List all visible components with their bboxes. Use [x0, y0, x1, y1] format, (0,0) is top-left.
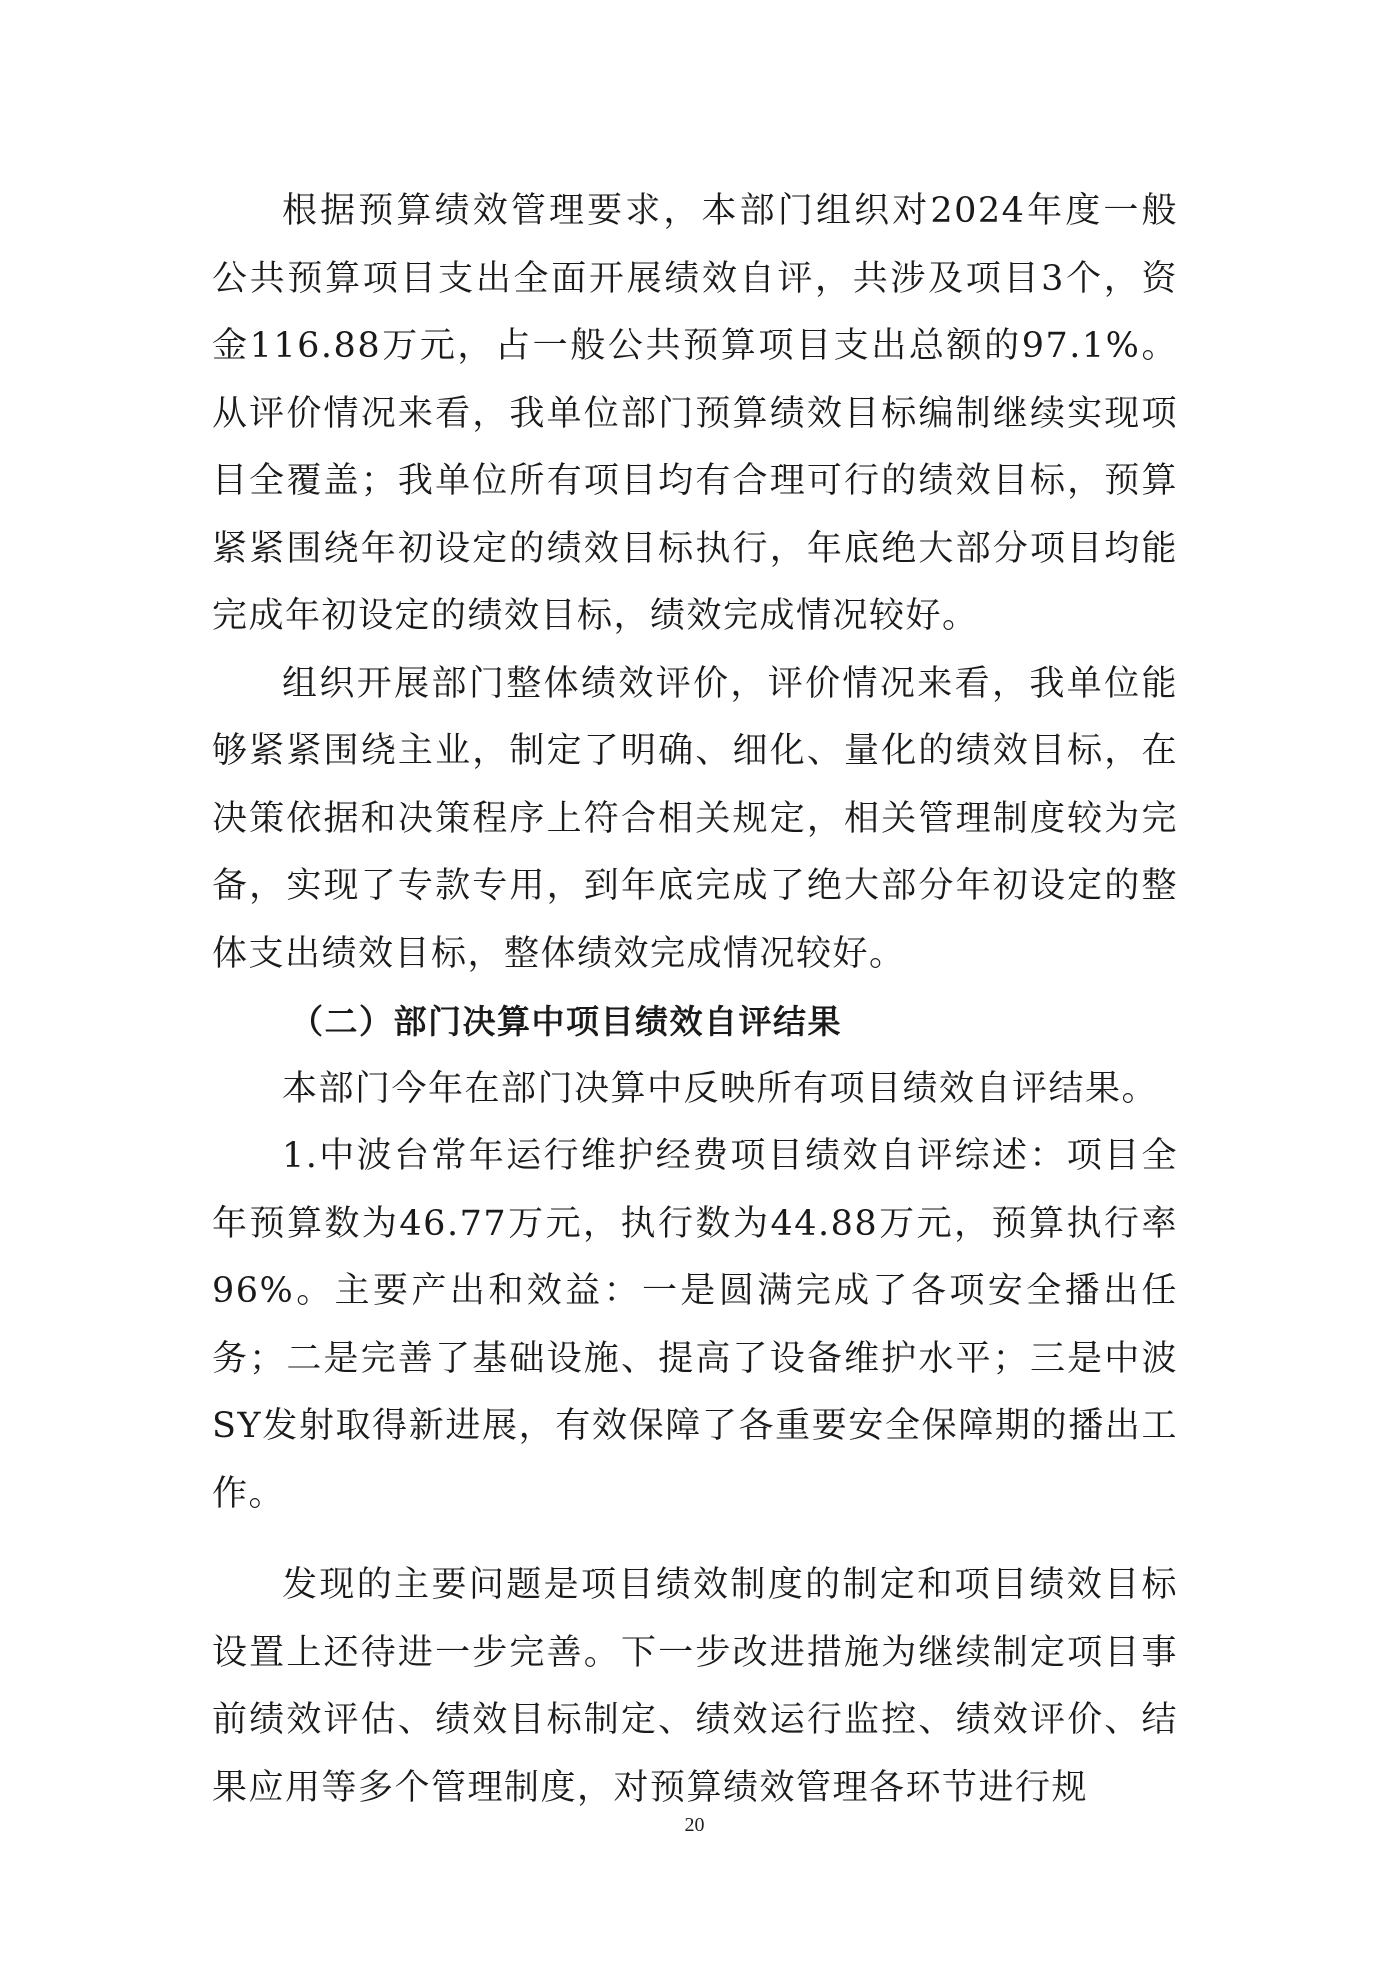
paragraph-overall-evaluation: 组织开展部门整体绩效评价，评价情况来看，我单位能够紧紧围绕主业，制定了明确、细化、量化的绩效目标，在决策依据和决策程序上符合相关规定，相关管理制度较为完备，实现了专款专用，到年底完成了绝大部分年初设定的整体支出绩效目标，整体绩效完成情况较好。 — [212, 663, 1178, 974]
paragraph-final-accounts-note: 本部门今年在部门决算中反映所有项目绩效自评结果。 — [282, 1068, 1159, 1109]
paragraph-project-1-summary: 1.中波台常年运行维护经费项目绩效自评综述：项目全年预算数为46.77万元，执行数为44.88万元，预算执行率96%。主要产出和效益：一是圆满完成了各项安全播出任务；二是完善了基础设施、提高了设备维护水平；三是中波SY发射取得新进展，有效保障了各重要安全保障期的播出工作。 — [212, 1136, 1178, 1514]
paragraph-project-self-evaluation: 根据预算绩效管理要求，本部门组织对2024年度一般公共预算项目支出全面开展绩效自评，共涉及项目3个，资金116.88万元，占一般公共预算项目支出总额的97.1%。从评价情况来看，我单位部门预算绩效目标编制继续实现项目全覆盖；我单位所有项目均有合理可行的绩效目标，预算紧紧围绕年初设定的绩效目标执行，年底绝大部分项目均能完成年初设定的绩效目标，绩效完成情况较好。 — [212, 191, 1178, 636]
paragraph-problems-and-measures: 发现的主要问题是项目绩效制度的制定和项目绩效目标设置上还待进一步完善。下一步改进措施为继续制定项目事前绩效评估、绩效目标制定、绩效运行监控、绩效评价、结果应用等多个管理制度，对预算绩效管理各环节进行规 — [212, 1565, 1178, 1808]
document-body — [212, 178, 1178, 1822]
page-number: 20 — [684, 1814, 705, 1836]
section-heading: （二）部门决算中项目绩效自评结果 — [290, 1002, 842, 1041]
